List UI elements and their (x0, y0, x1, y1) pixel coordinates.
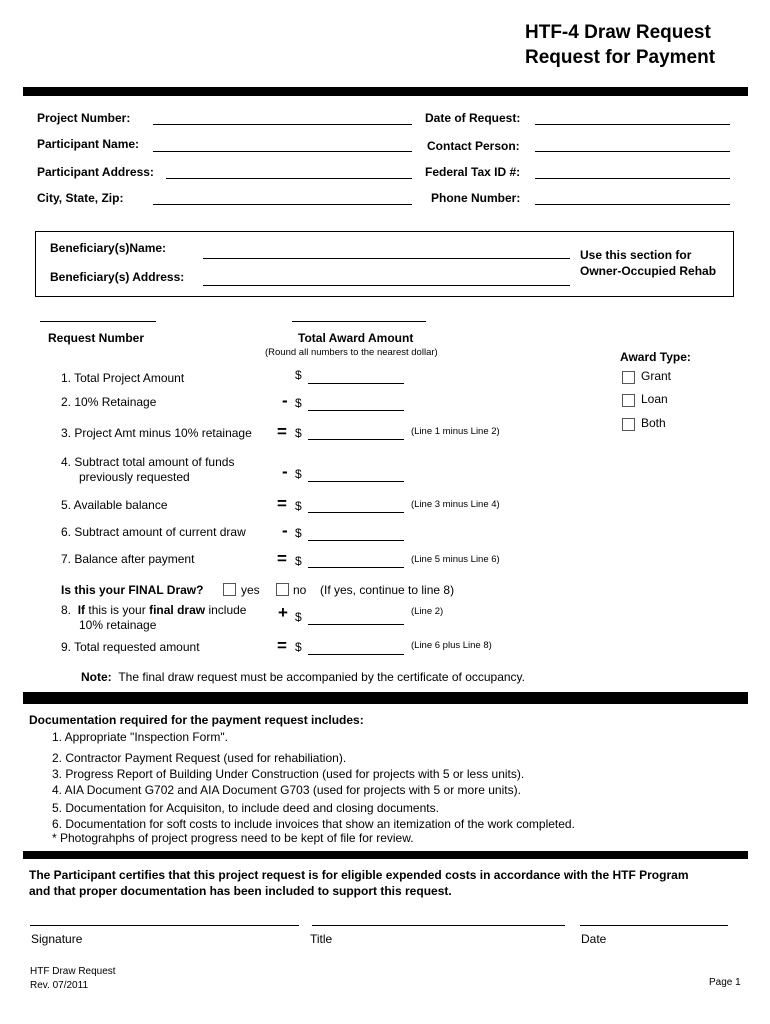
documentation-item: 3. Progress Report of Building Under Construction (used for projects with 5 or less units). (52, 767, 525, 781)
line-8-mid: this is your (88, 603, 146, 617)
award-type-both-label: Both (641, 416, 666, 430)
federal-tax-id-label: Federal Tax ID #: (425, 165, 521, 179)
footer-form-name: HTF Draw Request (30, 966, 116, 977)
documentation-item: 6. Documentation for soft costs to include invoices that show an itemization of the work completed. (52, 817, 575, 831)
line-8-dollar: $ (295, 610, 302, 624)
owner-occupied-note-2: Owner-Occupied Rehab (580, 264, 717, 278)
award-type-grant-checkbox[interactable] (622, 371, 635, 384)
line-2-operator: - (282, 391, 288, 410)
title-field[interactable] (312, 925, 565, 926)
owner-occupied-note-1: Use this section for (580, 248, 692, 262)
line-8-final: final draw (149, 603, 206, 617)
final-draw-note (81, 670, 525, 684)
phone-number-label: Phone Number: (431, 191, 521, 205)
award-type-loan-label: Loan (641, 392, 668, 406)
line-8-if: If (77, 603, 86, 617)
final-draw-instruction: (If yes, continue to line 8) (320, 583, 455, 597)
participant-address-label: Participant Address: (37, 165, 154, 179)
top-divider-bar (23, 87, 748, 96)
title-label: Title (310, 932, 333, 946)
date-of-request-field[interactable] (535, 124, 730, 125)
beneficiary-address-label: Beneficiary(s) Address: (50, 270, 185, 284)
line-4-label-2: previously requested (79, 470, 190, 484)
line-5-operator: = (277, 494, 287, 513)
line-2-amount-field[interactable] (308, 410, 404, 411)
federal-tax-id-field[interactable] (535, 178, 730, 179)
award-type-grant-label: Grant (641, 369, 672, 383)
line-8-end: include (208, 603, 247, 617)
line-7-operator: = (277, 549, 287, 568)
lower-divider-bar (23, 851, 748, 859)
line-6-operator: - (282, 521, 288, 540)
documentation-item: 4. AIA Document G702 and AIA Document G703 (used for projects with 5 or more units). (52, 783, 521, 797)
final-draw-yes-label: yes (241, 583, 260, 597)
award-type-both-checkbox[interactable] (622, 418, 635, 431)
total-award-field[interactable] (292, 321, 426, 322)
line-3-note: (Line 1 minus Line 2) (411, 426, 500, 437)
project-number-label: Project Number: (37, 111, 131, 125)
signature-label: Signature (31, 932, 83, 946)
line-9-label: 9. Total requested amount (61, 640, 200, 654)
line-4-dollar: $ (295, 467, 302, 481)
contact-person-field[interactable] (535, 151, 730, 152)
line-8-operator: + (278, 603, 288, 622)
final-draw-no-label: no (293, 583, 307, 597)
footer-revision: Rev. 07/2011 (30, 980, 89, 991)
final-draw-question: Is this your FINAL Draw? (61, 583, 204, 597)
line-9-dollar: $ (295, 640, 302, 654)
certification-line-2: and that proper documentation has been included to support this request. (29, 884, 452, 898)
middle-divider-bar (23, 692, 748, 704)
line-5-dollar: $ (295, 499, 302, 513)
footer-page-number: Page 1 (709, 977, 741, 988)
beneficiary-name-label: Beneficiary(s)Name: (50, 241, 167, 255)
request-number-field[interactable] (40, 321, 156, 322)
line-4-amount-field[interactable] (308, 481, 404, 482)
line-8-label-2: 10% retainage (79, 618, 157, 632)
line-9-amount-field[interactable] (308, 654, 404, 655)
award-type-loan-checkbox[interactable] (622, 394, 635, 407)
line-3-dollar: $ (295, 426, 302, 440)
line-7-note: (Line 5 minus Line 6) (411, 554, 500, 565)
line-3-operator: = (277, 422, 287, 441)
participant-address-field[interactable] (166, 178, 412, 179)
round-note: (Round all numbers to the nearest dollar) (265, 347, 438, 358)
signature-field[interactable] (30, 925, 299, 926)
beneficiary-name-field[interactable] (203, 258, 570, 259)
beneficiary-address-field[interactable] (203, 285, 570, 286)
participant-name-label: Participant Name: (37, 137, 140, 151)
phone-number-field[interactable] (535, 204, 730, 205)
line-2-label: 2. 10% Retainage (61, 395, 157, 409)
line-8-amount-field[interactable] (308, 624, 404, 625)
line-5-amount-field[interactable] (308, 512, 404, 513)
line-1-amount-field[interactable] (308, 383, 404, 384)
title-line-1: HTF-4 Draw Request (525, 22, 711, 43)
contact-person-label: Contact Person: (427, 139, 520, 153)
line-5-note: (Line 3 minus Line 4) (411, 499, 500, 510)
documentation-item: * Photograhphs of project progress need to be kept of file for review. (52, 831, 414, 845)
note-text: The final draw request must be accompanied by the certificate of occupancy. (118, 670, 526, 684)
participant-name-field[interactable] (153, 151, 412, 152)
line-6-label: 6. Subtract amount of current draw (61, 525, 246, 539)
project-number-field[interactable] (153, 124, 412, 125)
date-field[interactable] (580, 925, 728, 926)
certification-line-1: The Participant certifies that this project request is for eligible expended costs in accordance with the HTF Program (29, 868, 689, 882)
line-1-dollar: $ (295, 368, 302, 382)
line-6-dollar: $ (295, 526, 302, 540)
documentation-item: 5. Documentation for Acquisiton, to include deed and closing documents. (52, 801, 439, 815)
award-type-label: Award Type: (620, 350, 691, 364)
line-4-label: 4. Subtract total amount of funds (61, 455, 235, 469)
documentation-heading: Documentation required for the payment request includes: (29, 713, 364, 727)
date-of-request-label: Date of Request: (425, 111, 521, 125)
final-draw-no-checkbox[interactable] (276, 583, 289, 596)
line-9-note: (Line 6 plus Line 8) (411, 640, 492, 651)
line-4-operator: - (282, 462, 288, 481)
final-draw-yes-checkbox[interactable] (223, 583, 236, 596)
total-award-label: Total Award Amount (298, 331, 414, 345)
line-2-dollar: $ (295, 396, 302, 410)
city-state-zip-field[interactable] (153, 204, 412, 205)
line-8-label (61, 603, 246, 617)
line-8-number: 8. (61, 603, 72, 617)
line-7-dollar: $ (295, 554, 302, 568)
date-label: Date (581, 932, 607, 946)
documentation-item: 2. Contractor Payment Request (used for rehabiliation). (52, 751, 347, 765)
note-label: Note: (81, 670, 112, 684)
title-line-2: Request for Payment (525, 47, 716, 68)
line-1-label: 1. Total Project Amount (61, 371, 185, 385)
line-6-amount-field[interactable] (308, 540, 404, 541)
line-8-note: (Line 2) (411, 606, 444, 617)
documentation-item: 1. Appropriate "Inspection Form". (52, 730, 228, 744)
line-5-label: 5. Available balance (61, 498, 168, 512)
line-3-amount-field[interactable] (308, 439, 404, 440)
line-3-label: 3. Project Amt minus 10% retainage (61, 426, 252, 440)
line-7-amount-field[interactable] (308, 567, 404, 568)
line-7-label: 7. Balance after payment (61, 552, 195, 566)
city-state-zip-label: City, State, Zip: (37, 191, 124, 205)
request-number-label: Request Number (48, 331, 145, 345)
line-9-operator: = (277, 636, 287, 655)
